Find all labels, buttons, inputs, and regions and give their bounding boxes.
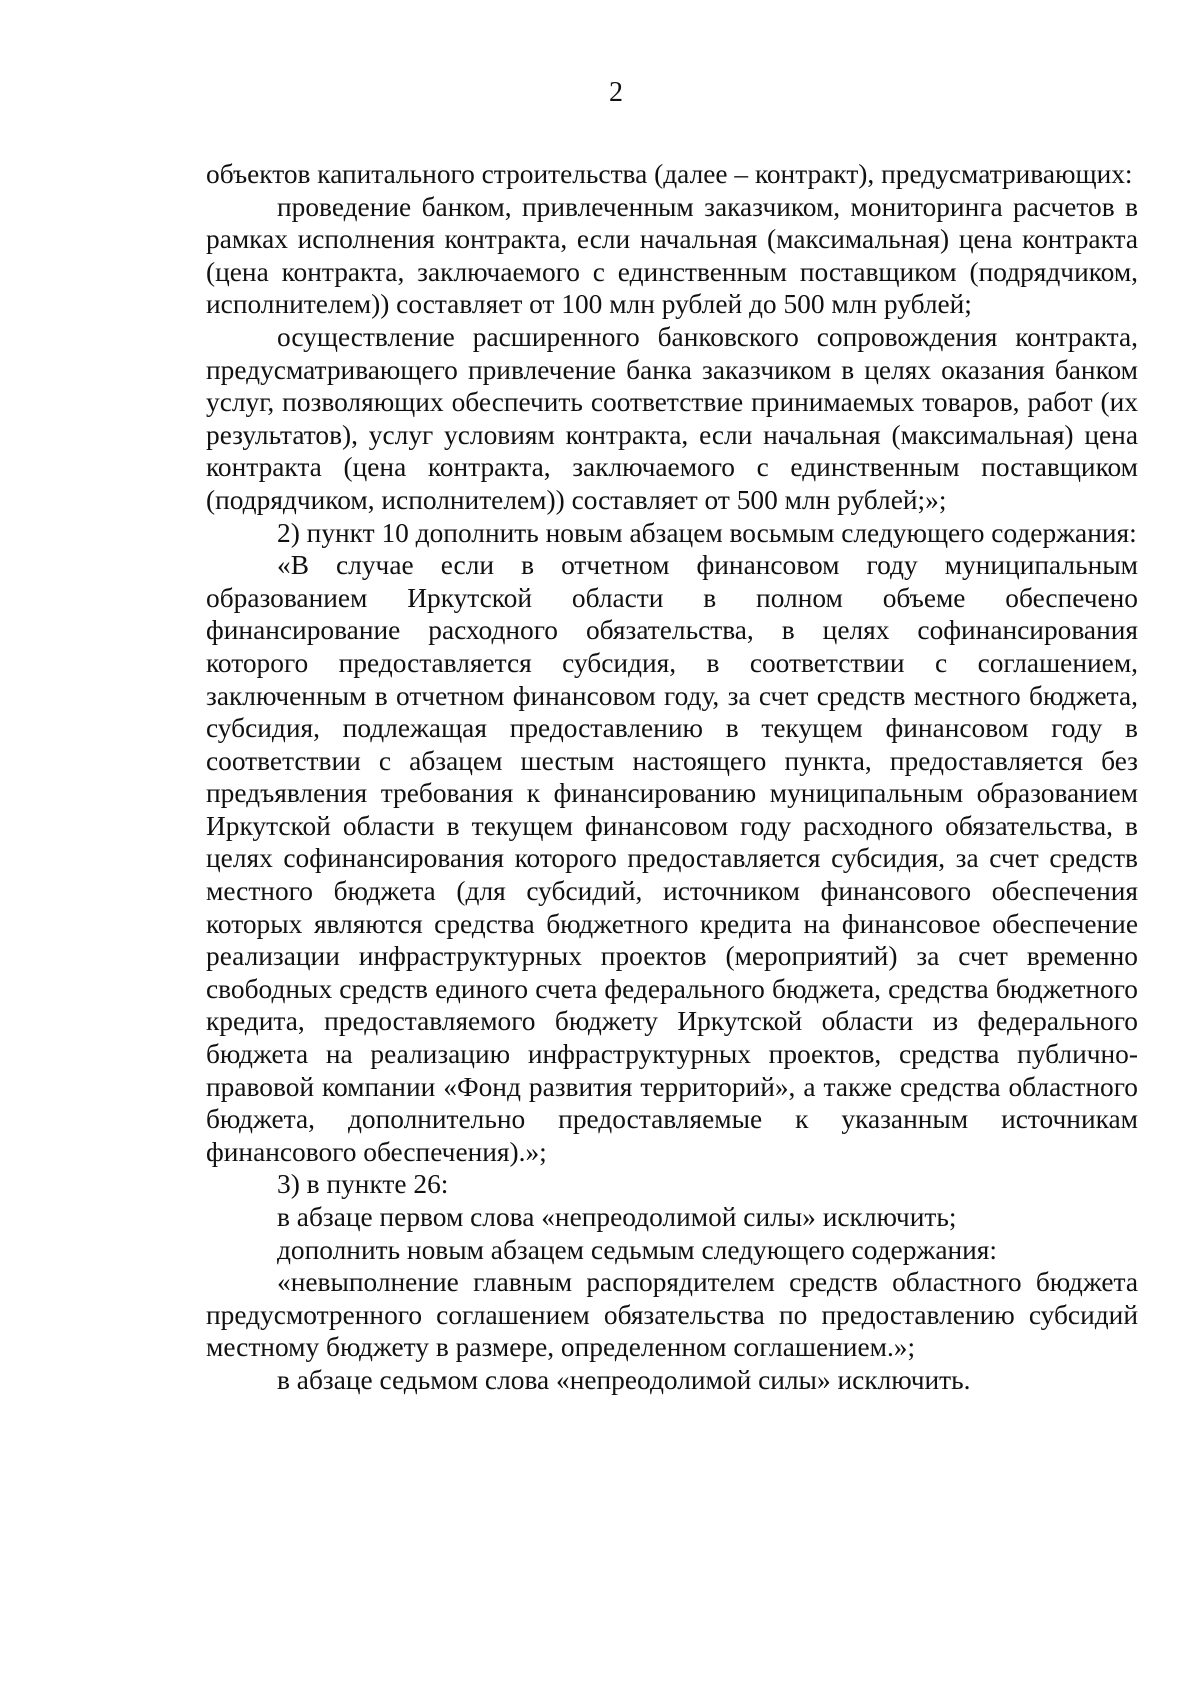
paragraph-contract-definition: объектов капитального строительства (далее – контракт), предусматривающих:	[206, 159, 1133, 189]
paragraph-first-abzac-exclusion: в абзаце первом слова «непреодолимой силы» исключить;	[277, 1202, 957, 1232]
paragraph-bank-monitoring: проведение банком, привлеченным заказчиком, мониторинга расчетов в рамках исполнения контракта, если начальная (максимальная) цена контракта (цена контракта, заключаемого с единственным поставщиком (подрядчиком, исполнителем)) составляет от 100 млн рублей до 500 млн рублей;	[206, 191, 1138, 320]
paragraph-subsidy-provision: «В случае если в отчетном финансовом году муниципальным образованием Иркутской области в полном объеме обеспечено финансирование расходного обязательства, в целях софинансирования которого предоставляется субсидия, в соответствии с соглашением, заключенным в отчетном финансовом году, за счет средств местного бюджета, субсидия, подлежащая предоставлению в текущем финансовом году в соответствии с абзацем шестым настоящего пункта, предоставляется без предъявления требования к финансированию муниципальным образованием Иркутской области в текущем финансовом году расходного обязательства, в целях софинансирования которого предоставляется субсидия, за счет средств местного бюджета (для субсидий, источником финансового обеспечения которых являются средства бюджетного кредита на финансовое обеспечение реализации инфраструктурных проектов (мероприятий) за счет временно свободных средств единого счета федерального бюджета, средства бюджетного кредита, предоставляемого бюджету Иркутской области из федерального бюджета на реализацию инфраструктурных проектов, средства публично-правовой компании «Фонд развития территорий», а также средства областного бюджета, дополнительно предоставляемые к указанным источникам финансового обеспечения).»;	[206, 550, 1138, 1167]
paragraph-item-2: 2) пункт 10 дополнить новым абзацем восьмым следующего содержания:	[277, 517, 1137, 548]
paragraph-item-3: 3) в пункте 26:	[277, 1169, 449, 1200]
paragraph-nonfulfillment: «невыполнение главным распорядителем средств областного бюджета предусмотренного соглашением обязательства по предоставлению субсидий местному бюджету в размере, определенном соглашением.»;	[206, 1267, 1138, 1363]
paragraph-seventh-abzac-exclusion: в абзаце седьмом слова «непреодолимой силы» исключить.	[277, 1364, 971, 1395]
paragraph-add-seventh-abzac: дополнить новым абзацем седьмым следующего содержания:	[277, 1234, 998, 1265]
page-number: 2	[609, 77, 623, 108]
document-body	[206, 158, 1138, 1397]
paragraph-extended-bank-support: осуществление расширенного банковского сопровождения контракта, предусматривающего привлечение банка заказчиком в целях оказания банком услуг, позволяющих обеспечить соответствие принимаемых товаров, работ (их результатов), услуг условиям контракта, если начальная (максимальная) цена контракта (цена контракта, заключаемого с единственным поставщиком (подрядчиком, исполнителем)) составляет от 500 млн рублей;»;	[206, 321, 1138, 515]
